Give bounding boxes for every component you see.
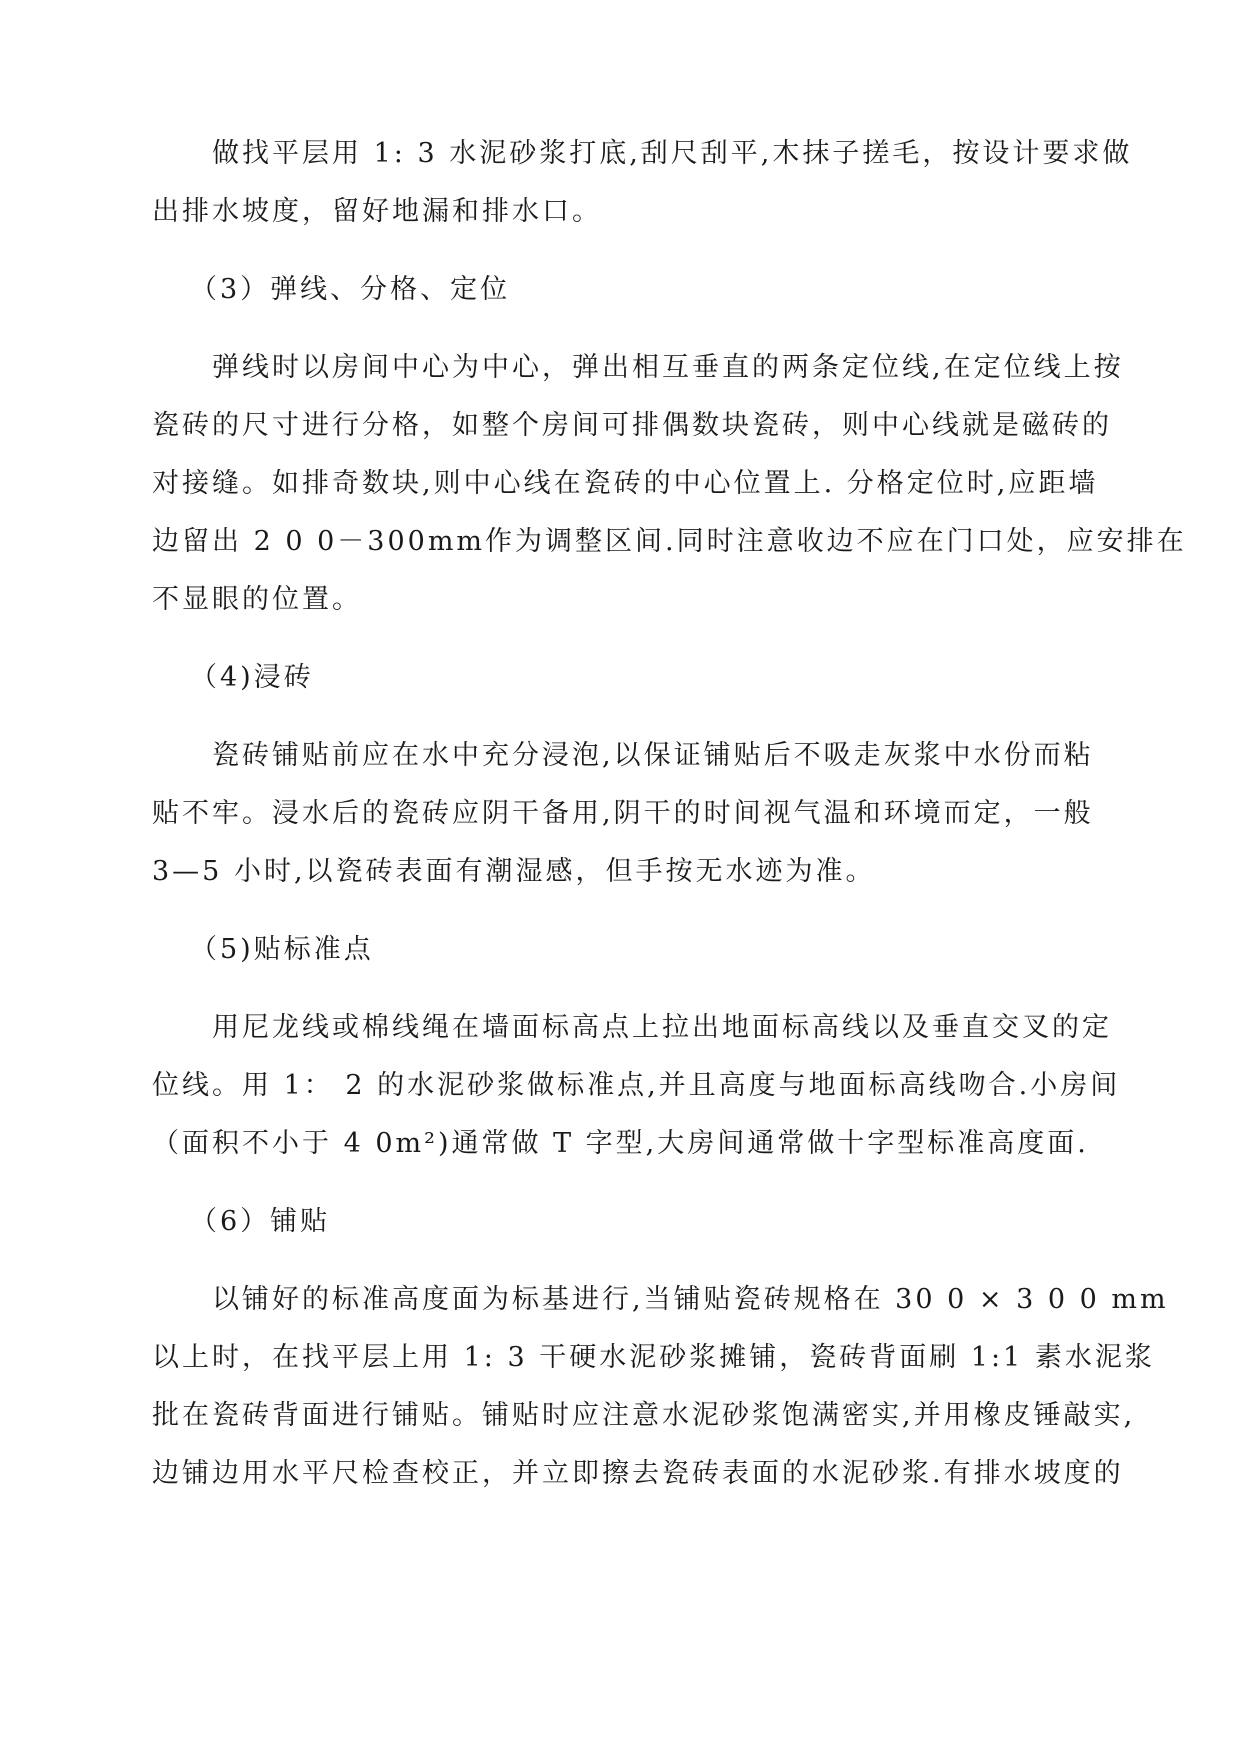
paragraph-line: 以上时，在找平层上用 1: 3 干硬水泥砂浆摊铺，瓷砖背面刷 1:1 素水泥浆	[152, 1342, 1155, 1373]
paragraph-line: 对接缝。如排奇数块,则中心线在瓷砖的中心位置上. 分格定位时,应距墙	[152, 468, 1099, 499]
paragraph-line: 贴不牢。浸水后的瓷砖应阴干备用,阴干的时间视气温和环境而定，一般	[152, 798, 1094, 829]
paragraph-line: 位线。用 1： 2 的水泥砂浆做标准点,并且高度与地面标高线吻合.小房间	[152, 1070, 1121, 1101]
paragraph-line: 做找平层用 1: 3 水泥砂浆打底,刮尺刮平,木抹子搓毛，按设计要求做	[152, 138, 1133, 169]
paragraph-line: 瓷砖铺贴前应在水中充分浸泡,以保证铺贴后不吸走灰浆中水份而粘	[152, 740, 1094, 771]
paragraph-line: 弹线时以房间中心为中心，弹出相互垂直的两条定位线,在定位线上按	[152, 352, 1124, 383]
paragraph-line: 瓷砖的尺寸进行分格，如整个房间可排偶数块瓷砖，则中心线就是磁砖的	[152, 410, 1112, 441]
paragraph-line: 边铺边用水平尺检查校正，并立即擦去瓷砖表面的水泥砂浆.有排水坡度的	[152, 1458, 1124, 1489]
section-heading-6: （6）铺贴	[190, 1206, 331, 1237]
section-heading-4: （4)浸砖	[190, 662, 314, 693]
paragraph-line: 批在瓷砖背面进行铺贴。铺贴时应注意水泥砂浆饱满密实,并用橡皮锤敲实,	[152, 1400, 1136, 1431]
section-heading-3: （3）弹线、分格、定位	[190, 274, 511, 305]
paragraph-line: 边留出 2 0 0－300mm作为调整区间.同时注意收边不应在门口处，应安排在	[152, 526, 1187, 557]
paragraph-line: 用尼龙线或棉线绳在墙面标高点上拉出地面标高线以及垂直交叉的定	[152, 1012, 1112, 1043]
section-heading-5: （5)贴标准点	[190, 934, 374, 965]
paragraph-line: （面积不小于 4 0m²)通常做 T 字型,大房间通常做十字型标准高度面.	[152, 1128, 1089, 1159]
paragraph-line: 不显眼的位置。	[152, 584, 362, 615]
paragraph-line: 出排水坡度，留好地漏和排水口。	[152, 196, 602, 227]
paragraph-line: 3—5 小时,以瓷砖表面有潮湿感，但手按无水迹为准。	[152, 856, 876, 887]
paragraph-line: 以铺好的标准高度面为标基进行,当铺贴瓷砖规格在 30 0 × 3 0 0 mm	[152, 1284, 1169, 1315]
